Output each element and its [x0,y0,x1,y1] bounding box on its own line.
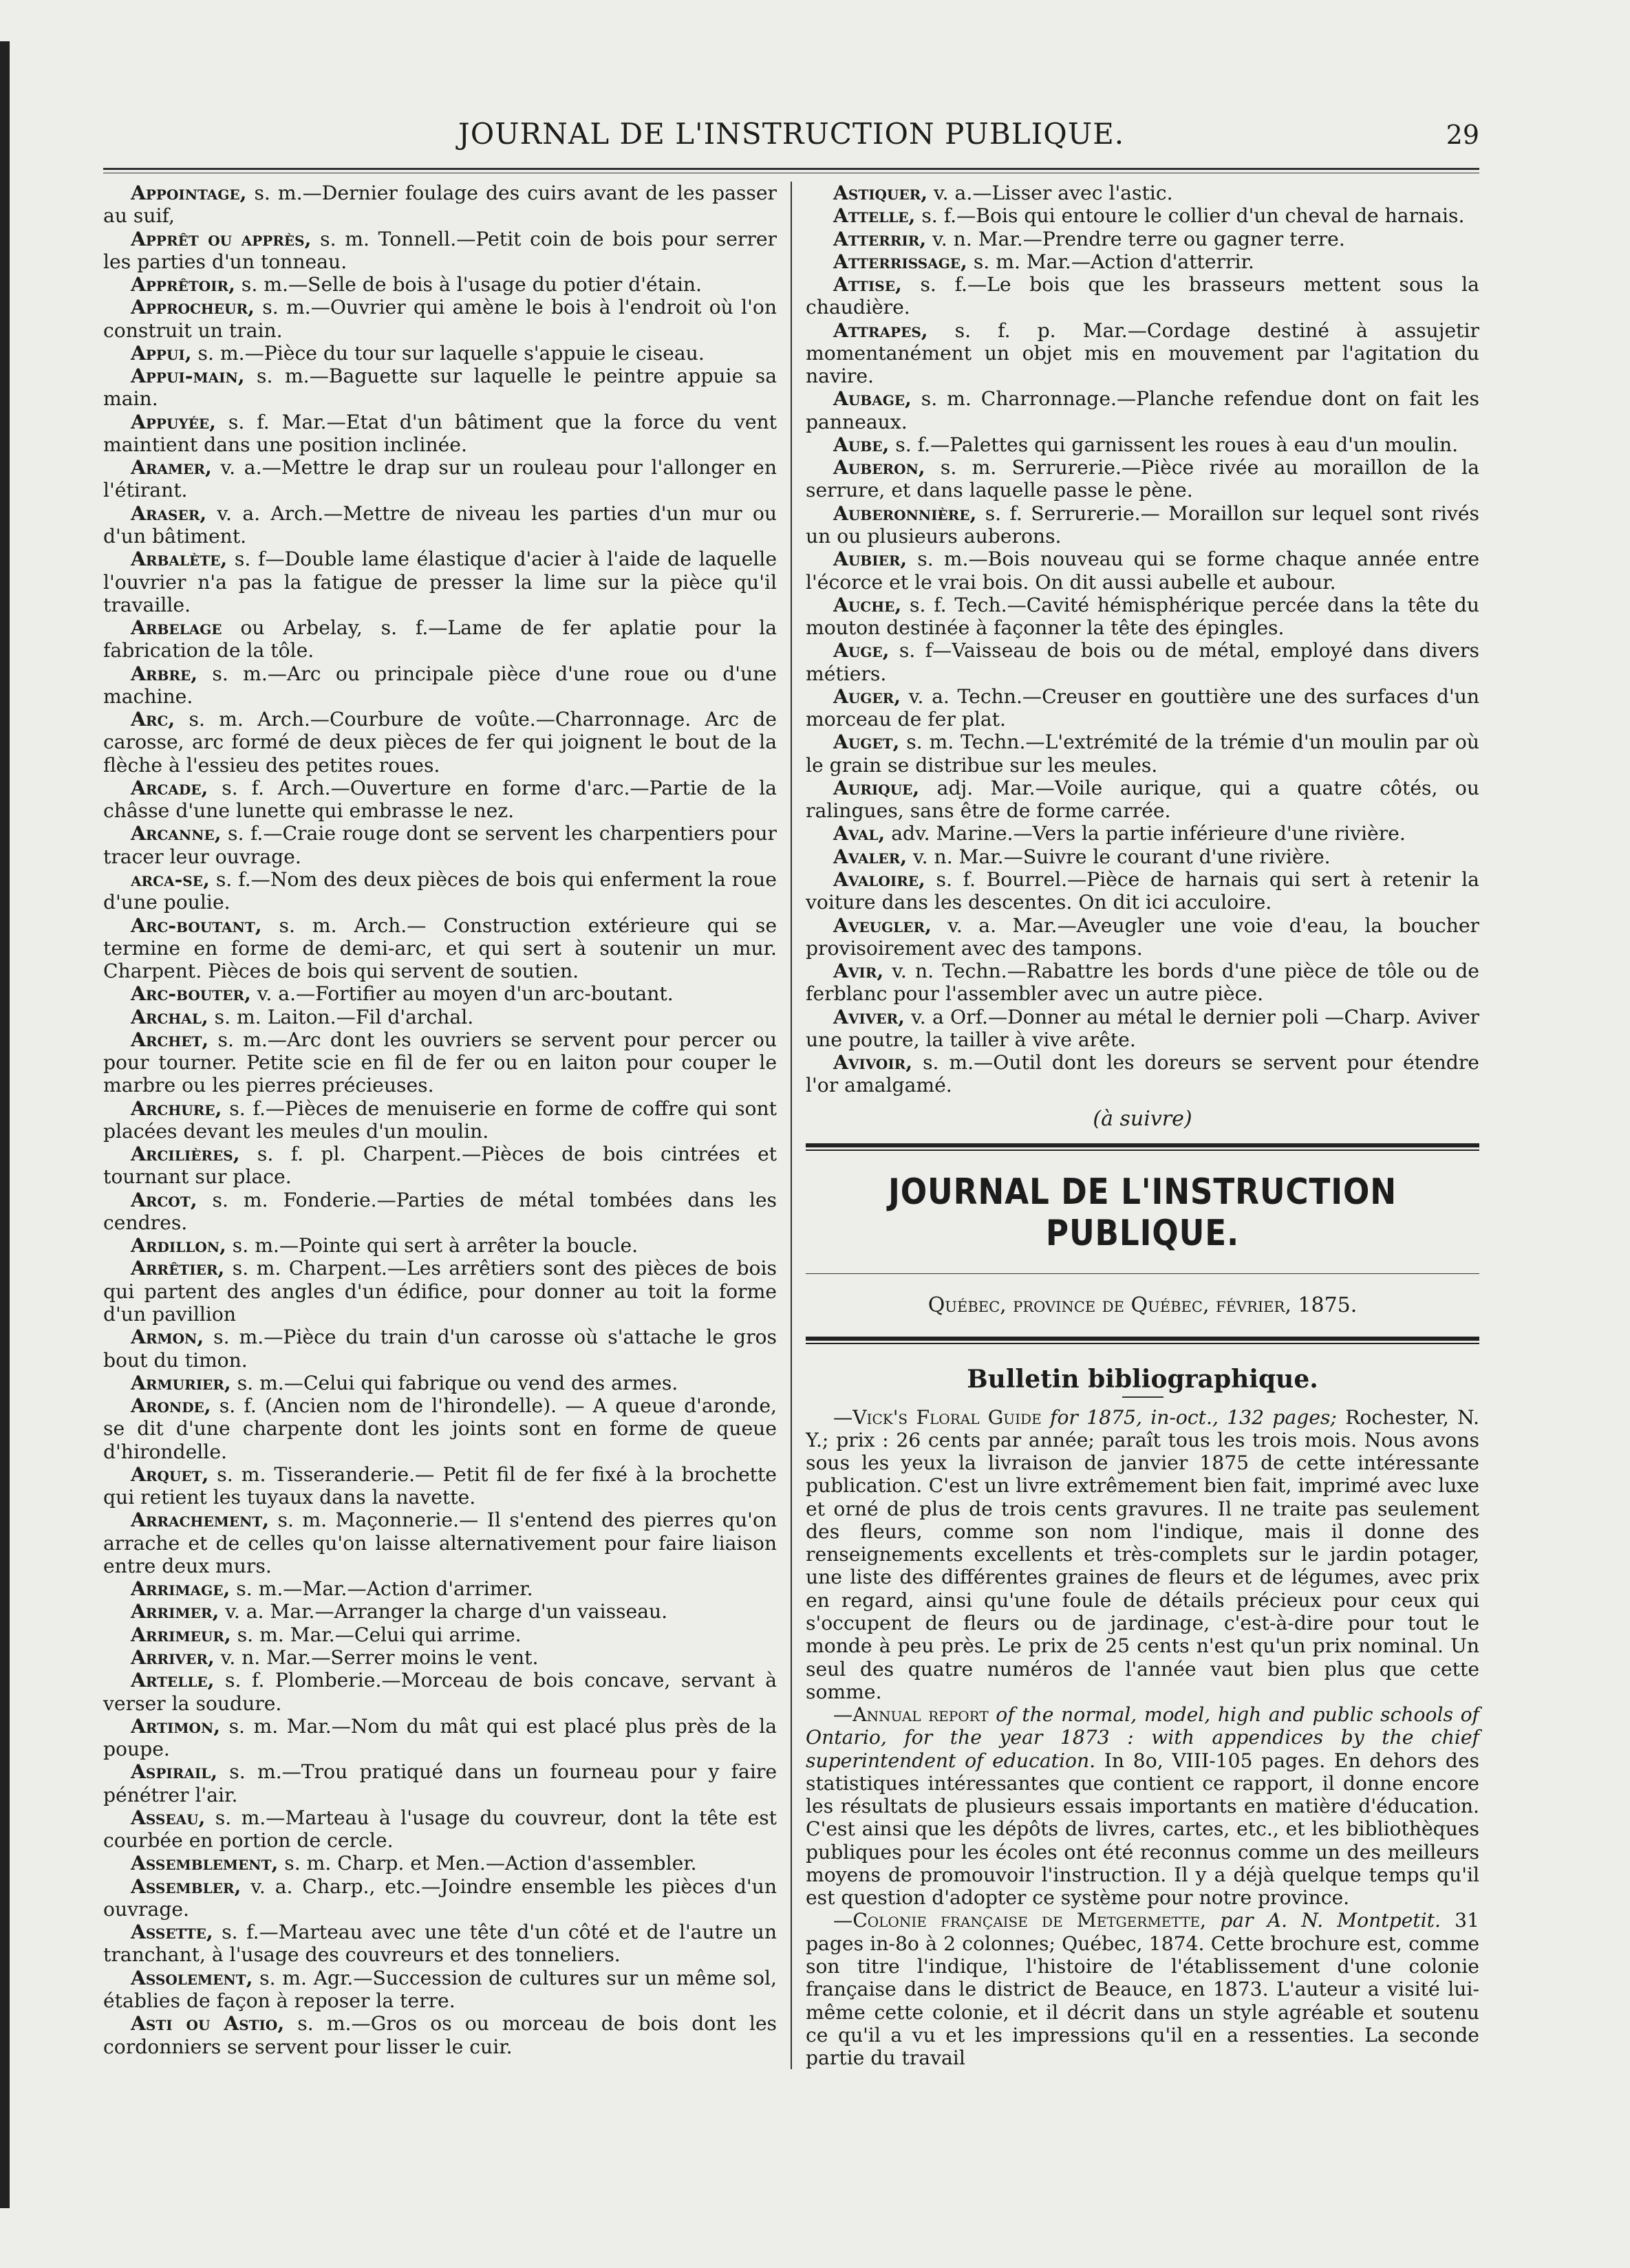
dictionary-entry [103,1372,777,1394]
entry-headword: Araser, [131,501,207,525]
bulletin-item [806,1909,1479,2069]
entry-definition: s. f.—Marteau avec une tête d'un côté et de l'autre un tranchant, à l'usage des couvreurs et des tonneliers. [103,1921,777,1967]
entry-definition: s. m. Arch.— Construction extérieure qui se termine en forme de demi-arc, et qui sert à soutenir un mur. Charpent. Pièces de bois qui servent de soutien. [103,914,777,983]
entry-headword: Arc-bouter, [131,982,251,1006]
dictionary-entry [103,777,777,823]
entry-headword: Apprêt ou apprès, [131,227,312,250]
entry-headword: Arbalète, [131,548,228,571]
entry-definition: s. m. Techn.—L'extrémité de la trémie d'un moulin par où le grain se distribue sur les meules. [806,731,1479,777]
entry-headword: Appuyée, [131,410,216,433]
entry-headword: Aviver, [833,1005,905,1028]
entry-headword: Artimon, [131,1714,221,1738]
entry-definition: s. m.—Celui qui fabrique ou vend des armes. [230,1371,678,1394]
entry-definition: s. f. Serrurerie.— Moraillon sur lequel sont rivés un ou plusieurs auberons. [806,501,1479,548]
entry-definition: v. a Orf.—Donner au métal le dernier poli —Charp. Aviver une poutre, la tailler à vive arête. [806,1005,1479,1051]
entry-definition: s. m. Maçonnerie.— Il s'entend des pierres qu'on arrache et de celles qu'on laisse alternativement pour faire liaison entre deux murs. [103,1509,777,1577]
dictionary-entry [806,1006,1479,1052]
right-column-entries [806,182,1479,1097]
entry-definition: v. a. Mar.—Aveugler une voie d'eau, la boucher provisoirement avec des tampons. [806,914,1479,960]
bulletin-title: Bulletin bibliographique. [967,1364,1318,1394]
entry-headword: Avivoir, [833,1051,913,1074]
dictionary-entry [806,182,1479,204]
entry-definition: s. f. p. Mar.—Cordage destiné à assujetir momentanément un objet mis en mouvement par l'agitation du navire. [806,318,1479,388]
dictionary-entry [806,502,1479,548]
dictionary-entry [806,250,1479,273]
entry-headword: Aubier, [833,548,908,571]
entry-definition: s. m. Charpent.—Les arrêtiers sont des pièces de bois qui partent des angles d'un édifice, pour donner au toit la forme d'un pavillion [103,1257,777,1326]
entry-definition: s. f. pl. Charpent.—Pièces de bois cintrées et tournant sur place. [103,1143,777,1189]
entry-headword: Attise, [833,273,902,296]
entry-definition: s. m.—Marteau à l'usage du couvreur, dont la tête est courbée en portion de cercle. [103,1806,777,1853]
entry-definition: v. a. Techn.—Creuser en gouttière une des surfaces d'un morceau de fer plat. [806,684,1479,731]
dictionary-entry [103,296,777,342]
entry-headword: Asseau, [131,1806,206,1829]
dictionary-entry [103,982,777,1005]
dictionary-entry [806,319,1479,388]
entry-headword: Asti ou Astio, [131,2012,285,2035]
bulletin-item-text: 31 pages in-8o à 2 colonnes; Québec, 1874. Cette brochure est, comme son titre l'indique, l'histoire de l'établissement d'une colonie française dans le district de Beauce, en 1873. L'auteur a visité lui-même cette colonie, et il décrit dans un style agréable et soutenu ce qu'il a vu et les impressions qu'il en a ressenties. La seconde partie du travail [806,1909,1480,2070]
entry-definition: s. m.—Arc dont les ouvriers se servent pour percer ou pour tourner. Petite scie en fil de fer ou en laiton pour couper le marbre ou les pierres précieuses. [103,1028,777,1097]
entry-definition: s. m.—Outil dont les doreurs se servent pour étendre l'or amalgamé. [806,1051,1479,1097]
entry-headword: Archure, [131,1097,222,1120]
masthead: JOURNAL DE L'INSTRUCTION PUBLIQUE. [888,1171,1397,1254]
entry-definition: s. f.—Pièces de menuiserie en forme de coffre qui sont placées devant les meules d'un moulin. [103,1097,777,1143]
dictionary-entry [103,662,777,709]
dictionary-entry [103,456,777,502]
bulletin-item-title: —Vick's Floral Guide [833,1405,1042,1429]
entry-headword: Aubage, [833,387,912,411]
dictionary-entry [103,1463,777,1509]
entry-headword: Appui-main, [131,365,245,388]
newspaper-page [103,103,1479,2069]
dictionary-entry [103,548,777,616]
entry-headword: Aval, [833,822,886,845]
entry-headword: Assemblement, [131,1852,279,1875]
dictionary-entry [806,914,1479,960]
dictionary-entry [103,1257,777,1326]
entry-definition: s. m.—Pièce du tour sur laquelle s'appuie le ciseau. [191,341,705,365]
dictionary-entry [103,708,777,777]
entry-headword: Auberon, [833,456,925,479]
entry-definition: v. n. Techn.—Rabattre les bords d'une pièce de tôle ou de ferblanc pour l'assembler avec un autre pièce. [806,960,1479,1006]
entry-headword: Apprêtoir, [131,273,235,296]
dictionary-entry [806,777,1479,823]
to-be-continued: (à suivre) [1093,1106,1192,1131]
entry-definition: s. m. Arch.—Courbure de voûte.—Charronnage. Arc de carosse, arc formé de deux pièces de fer qui joignent le bout de la flèche à l'essieu des petites roues. [103,708,777,777]
entry-headword: Avir, [833,960,884,983]
dictionary-entry [103,2012,777,2058]
entry-definition: s. f. Tech.—Cavité hémisphérique percée dans la tête du mouton destinée à façonner la tête des épingles. [806,593,1479,640]
bulletin-item [806,1703,1479,1909]
entry-headword: Arcot, [131,1188,197,1211]
dictionary-entry [103,1326,777,1372]
entry-headword: Arbre, [131,662,198,685]
columns [103,182,1479,2069]
entry-definition: s. m. Mar.—Action d'atterrir. [967,250,1254,273]
right-column [792,182,1479,2069]
entry-headword: Auget, [833,731,900,754]
bulletin-item [806,1406,1479,1703]
dictionary-entry [806,1051,1479,1097]
dictionary-entry [103,1394,777,1463]
bulletin-item-pubinfo: for 1875, in-oct., 132 pages; [1041,1405,1337,1429]
entry-definition: s. f. Plomberie.—Morceau de bois concave, servant à verser la soudure. [103,1669,777,1715]
entry-definition: s. m.—Gros os ou morceau de bois dont les cordonniers se servent pour lisser le cuir. [103,2012,777,2058]
entry-headword: Attrapes, [833,318,928,342]
entry-definition: s. m.—Bois nouveau qui se forme chaque année entre l'écorce et le vrai bois. On dit aussi aubelle et aubour. [806,548,1479,594]
entry-headword: Auge, [833,639,890,662]
dictionary-entry [103,228,777,274]
dictionary-entry [103,273,777,296]
page-header [103,103,1479,158]
dictionary-entry [103,365,777,411]
entry-definition: v. a. Arch.—Mettre de niveau les parties d'un mur ou d'un bâtiment. [103,501,777,548]
dictionary-entry [103,1760,777,1806]
entry-definition: s. m.—Pointe qui sert à arrêter la boucle. [226,1234,639,1257]
entry-headword: Arcanne, [131,822,222,845]
entry-definition: adj. Mar.—Voile aurique, qui a quatre côtés, ou ralingues, sans être de forme carrée. [806,776,1479,823]
dictionary-entry [103,1097,777,1143]
entry-headword: Assette, [131,1921,213,1944]
masthead-rule-top [806,1143,1479,1151]
entry-definition: s. m.—Trou pratiqué dans un fourneau pour y faire pénétrer l'air. [103,1760,777,1806]
dictionary-entry [806,960,1479,1006]
entry-definition: s. f—Double lame élastique d'acier à l'aide de laquelle l'ouvrier n'a pas la fatigue de presser la lime sur la pièce qu'il travaille. [103,548,777,616]
entry-definition: s. m.—Dernier foulage des cuirs avant de les passer au suif, [103,182,777,228]
entry-headword: Archal, [131,1005,208,1028]
entry-headword: Auger, [833,684,901,708]
entry-headword: Appui, [131,341,192,365]
header-rule [103,168,1479,173]
entry-headword: Arrêtier, [131,1257,225,1280]
entry-definition: s. f.—Bois qui entoure le collier d'un cheval de harnais. [915,204,1465,228]
entry-definition: s. m. Laiton.—Fil d'archal. [208,1005,474,1028]
bulletin-item-text: Rochester, N. Y.; prix : 26 cents par année; paraît tous les trois mois. Nous avons sous les yeux la livraison de janvier 1875 de cette intéressante publication. C'est un livre extrêmement bien fait, imprimé avec luxe et orné de plus de trois cents gravures. Il ne traite pas seulement des fleurs, comme son nom l'indique, mais il donne des renseignements excellents et très-complets sur le jardin potager, une liste des différentes graines de fleurs et de légumes, avec prix en regard, ainsi qu'une foule de détails précieux pour ceux qui s'occupent de fleurs ou de jardinage, c'est-à-dire pour tout le monde à peu près. Le prix de 25 cents n'est qu'un prix nominal. Un seul des quatre numéros de l'année vaut bien plus que cette somme. [806,1405,1479,1703]
entry-definition: v. n. Mar.—Prendre terre ou gagner terre. [926,227,1345,250]
dictionary-entry [103,914,777,983]
entry-headword: Armurier, [131,1371,231,1394]
entry-headword: Avaloire, [833,867,925,891]
dictionary-entry [103,1715,777,1761]
entry-headword: Arrachement, [131,1509,270,1532]
entry-definition: s. m. Tonnell.—Petit coin de bois pour serrer les parties d'un tonneau. [103,227,778,273]
bulletin-item-pubinfo: par A. N. Montpetit. [1206,1909,1441,1932]
entry-headword: Auche, [833,593,902,616]
entry-headword: arca-se, [131,867,210,891]
dictionary-entry [103,616,777,662]
dictionary-entry [103,1028,777,1097]
entry-headword: Aube, [833,433,890,456]
dictionary-entry [103,1875,777,1921]
entry-definition: v. a. Charp., etc.—Joindre ensemble les pièces d'un ouvrage. [103,1875,777,1921]
dateline: Québec, province de Québec, février, 1875. [927,1293,1358,1317]
entry-headword: Atterrissage, [833,250,967,273]
entry-headword: Aramer, [131,456,212,479]
dictionary-entry [103,502,777,548]
masthead-rule-bottom [806,1273,1479,1274]
entry-headword: Arrimer, [131,1600,219,1623]
dictionary-entry [806,387,1479,433]
bulletin-items [806,1406,1479,2070]
entry-definition: s. m.—Baguette sur laquelle le peintre appuie sa main. [103,365,777,411]
entry-headword: Aspirail, [131,1760,218,1784]
entry-headword: Armon, [131,1326,204,1349]
dictionary-entry [103,1806,777,1853]
entry-headword: Archet, [131,1028,209,1051]
entry-headword: Arc, [131,708,175,731]
entry-definition: adv. Marine.—Vers la partie inférieure d'une rivière. [885,822,1406,845]
dictionary-entry [103,411,777,457]
entry-definition: v. a.—Mettre le drap sur un rouleau pour l'allonger en l'étirant. [103,456,777,502]
dateline-rule [806,1337,1479,1344]
dictionary-entry [103,1623,777,1646]
dictionary-entry [103,1189,777,1235]
dictionary-entry [103,1921,777,1967]
entry-definition: s. f.—Le bois que les brasseurs mettent sous la chaudière. [806,273,1479,319]
entry-headword: Arc-boutant, [131,914,262,937]
bulletin-item-pubinfo: of the normal, model, high and public schools of Ontario, for the year 1873 : with appendices by the chief superintendent of education. [806,1703,1479,1772]
entry-definition: s. m. Mar.—Celui qui arrime. [230,1623,522,1646]
dictionary-entry [103,1577,777,1600]
entry-definition: s. m.—Mar.—Action d'arrimer. [230,1577,533,1601]
entry-headword: Arriver, [131,1646,215,1669]
entry-definition: s. m.—Ouvrier qui amène le bois à l'endroit où l'on construit un train. [103,296,777,342]
entry-definition: s. m. Agr.—Succession de cultures sur un même sol, établies de façon à reposer la terre. [103,1966,777,2012]
entry-definition: s. f.—Palettes qui garnissent les roues à eau d'un moulin. [889,433,1459,456]
entry-headword: Arquet, [131,1462,209,1486]
dictionary-entry [103,1646,777,1669]
dictionary-entry [806,204,1479,227]
dictionary-entry [806,639,1479,685]
entry-definition: s. f—Vaisseau de bois ou de métal, employé dans divers métiers. [806,639,1479,685]
entry-definition: v. a.—Lisser avec l'astic. [927,182,1173,204]
entry-definition: s. f.—Craie rouge dont se servent les charpentiers pour tracer leur ouvrage. [103,822,777,868]
entry-definition: ou Arbelay, s. f.—Lame de fer aplatie pour la fabrication de la tôle. [103,616,777,662]
entry-headword: Astiquer, [833,182,928,204]
entry-definition: s. f. Bourrel.—Pièce de harnais qui sert à retenir la voiture dans les descentes. On dit ici acculoire. [806,867,1479,914]
dictionary-entry [103,342,777,365]
dictionary-entry [103,1669,777,1715]
dictionary-entry [806,845,1479,868]
entry-headword: Atterrir, [833,227,927,250]
dictionary-entry [103,1006,777,1028]
entry-headword: Appointage, [131,182,247,204]
entry-headword: Auberonnière, [833,501,977,525]
dictionary-entry [806,822,1479,845]
running-title: JOURNAL DE L'INSTRUCTION PUBLIQUE. [458,117,1125,151]
dictionary-entry [806,273,1479,319]
entry-headword: Avaler, [833,845,908,868]
bulletin-dash [1122,1396,1163,1398]
entry-definition: s. m. Charp. et Men.—Action d'assembler. [278,1852,697,1875]
entry-definition: v. n. Mar.—Serrer moins le vent. [214,1646,539,1669]
entry-definition: s. m.—Selle de bois à l'usage du potier d'étain. [235,273,702,296]
left-column [103,182,791,2069]
dictionary-entry [103,1967,777,2013]
dictionary-entry [806,228,1479,250]
entry-definition: s. f.—Nom des deux pièces de bois qui enferment la roue d'une poulie. [103,867,777,914]
entry-definition: s. f. Mar.—Etat d'un bâtiment que la force du vent maintient dans une position inclinée. [103,410,777,456]
entry-headword: Arrimeur, [131,1623,231,1646]
entry-headword: Assembler, [131,1875,242,1898]
entry-definition: s. m. Charronnage.—Planche refendue dont on fait les panneaux. [806,387,1479,433]
entry-headword: Artelle, [131,1669,215,1692]
dictionary-entry [806,685,1479,731]
dictionary-entry [103,1143,777,1189]
page-number: 29 [1446,120,1479,150]
entry-definition: v. n. Mar.—Suivre le courant d'une rivière. [907,845,1331,868]
entry-definition: s. m. Serrurerie.—Pièce rivée au moraillon de la serrure, et dans laquelle passe le pène. [806,456,1479,502]
dictionary-entry [806,594,1479,640]
bulletin-item-title: —Annual report [833,1703,989,1727]
entry-definition: s. f. Arch.—Ouverture en forme d'arc.—Partie de la châsse d'une lunette qui embrasse le nez. [103,776,777,823]
entry-headword: Arbelage [131,616,222,640]
dictionary-entry [806,731,1479,777]
entry-headword: Attelle, [833,204,916,228]
entry-headword: Ardillon, [131,1234,226,1257]
entry-definition: s. m.—Pièce du train d'un carosse où s'attache le gros bout du timon. [103,1326,777,1372]
dictionary-entry [103,1509,777,1577]
dictionary-entry [806,868,1479,914]
entry-definition: s. m.—Arc ou principale pièce d'une roue ou d'une machine. [103,662,777,708]
entry-headword: Aveugler, [833,914,932,937]
dictionary-entry [806,456,1479,502]
dictionary-entry [806,433,1479,456]
entry-definition: v. a. Mar.—Arranger la charge d'un vaisseau. [219,1600,668,1623]
entry-definition: s. m. Tisseranderie.— Petit fil de fer fixé à la brochette qui retient les tuyaux dans la navette. [103,1462,777,1509]
entry-headword: Assolement, [131,1966,253,1989]
dictionary-entry [103,822,777,868]
entry-definition: s. m. Mar.—Nom du mât qui est placé plus près de la poupe. [103,1714,777,1761]
entry-headword: Aurique, [833,776,920,799]
entry-headword: Arcilières, [131,1143,240,1166]
entry-definition: v. a.—Fortifier au moyen d'un arc-boutant. [250,982,674,1006]
dictionary-entry [806,548,1479,594]
binding-edge [0,41,10,2208]
dictionary-entry [103,1234,777,1257]
entry-definition: s. f. (Ancien nom de l'hirondelle). — A queue d'aronde, se dit d'une charpente dont les joints sont en forme de queue d'hirondelle. [103,1394,777,1463]
bulletin-item-title: —Colonie française de Metgermette, [833,1909,1207,1932]
entry-headword: Arcade, [131,776,208,799]
dictionary-entry [103,182,777,228]
entry-headword: Approcheur, [131,296,255,319]
dictionary-entry [103,1852,777,1875]
entry-definition: s. m. Fonderie.—Parties de métal tombées dans les cendres. [103,1188,777,1234]
bulletin-item-text: In 8o, VIII-105 pages. En dehors des statistiques intéressantes que contient ce rapport, il donne encore les résultats de plusieurs essais importants en matière d'éducation. C'est ainsi que les dépôts de livres, cartes, etc., et les bibliothèques publiques pour les écoles ont été reconnus comme un des meilleurs moyens de promouvoir l'instruction. Il y a déjà quelque temps qu'il est question d'adopter ce système pour notre province. [806,1749,1479,1910]
dictionary-entry [103,1600,777,1623]
dictionary-entry [103,868,777,914]
entry-headword: Aronde, [131,1394,211,1418]
entry-headword: Arrimage, [131,1577,230,1601]
